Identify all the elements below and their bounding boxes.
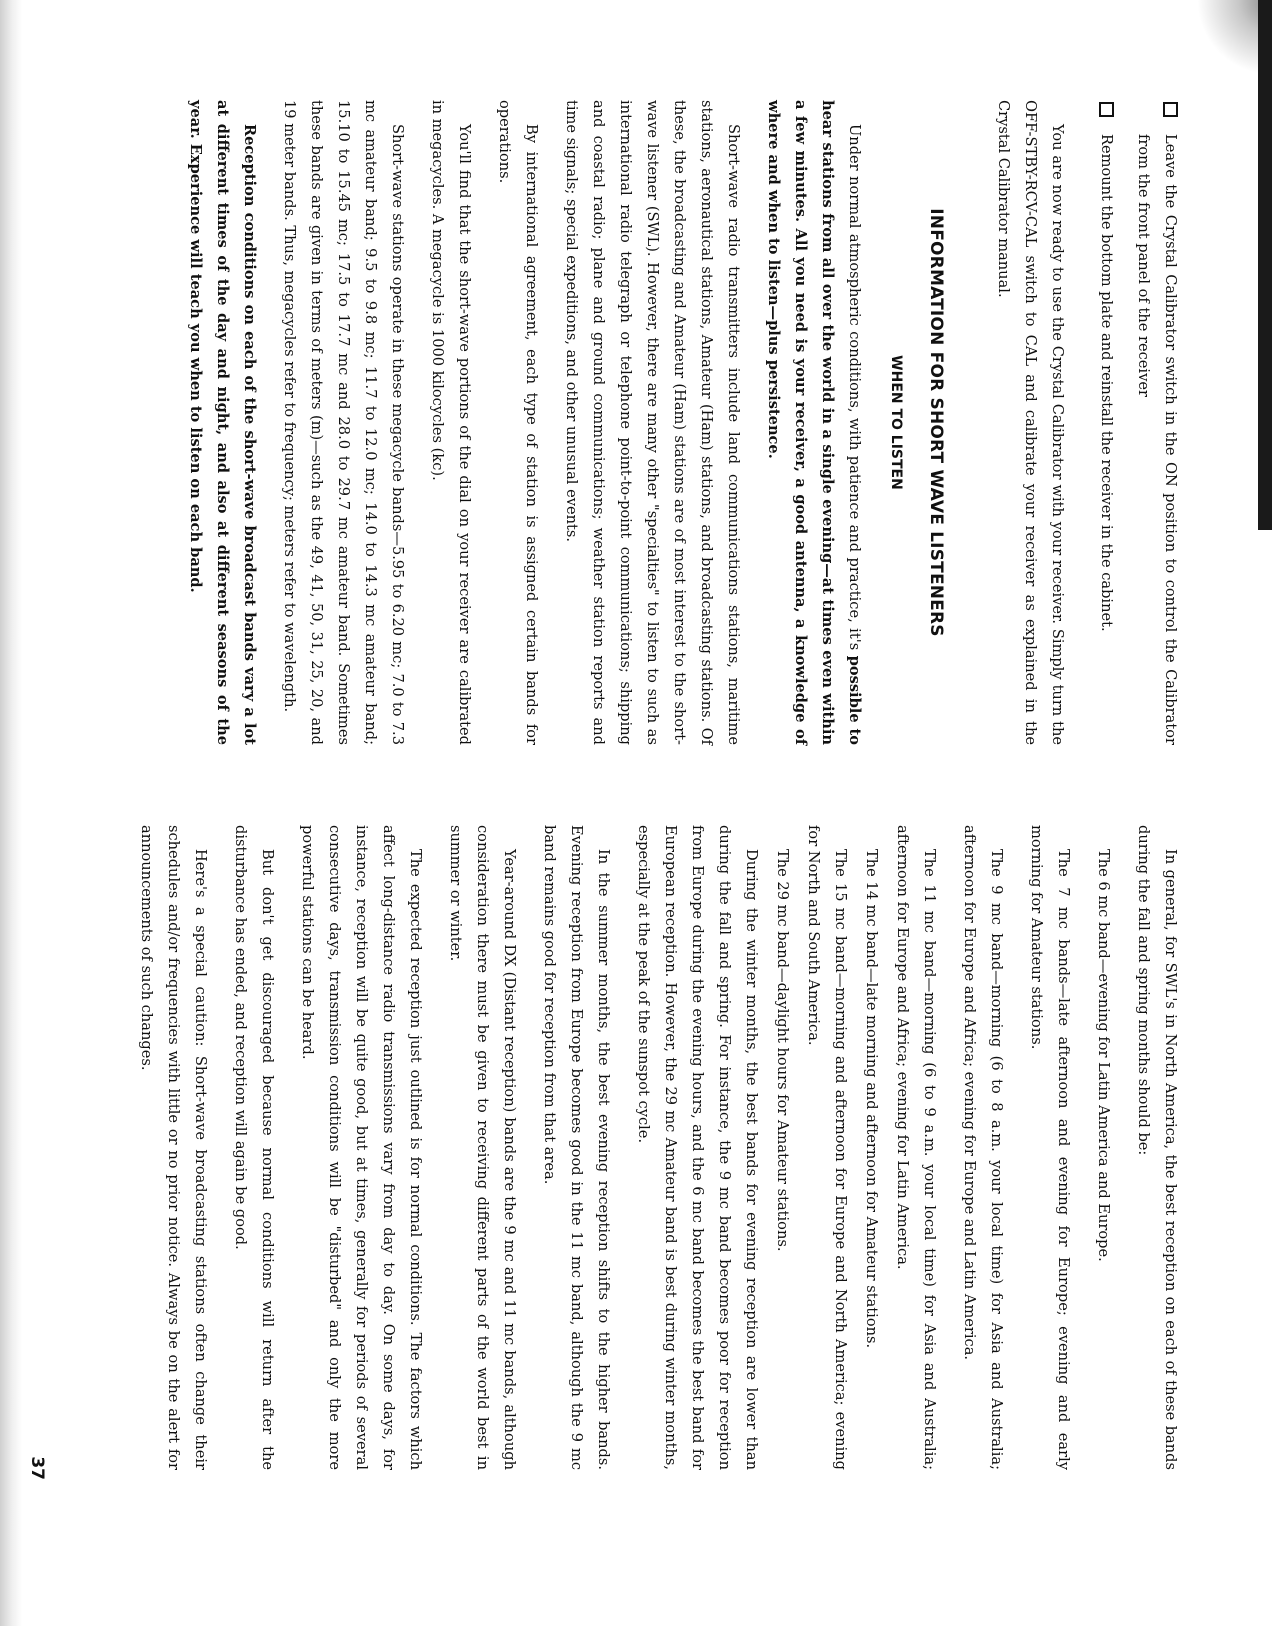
expected-paragraph: The expected reception just outlined is for normal conditions. The factors which affect long-distance radio transmissions vary from day to day. On some days, for instance, reception will be quite good, but at times, generally for periods of several consecutive days, transmission conditions will be "disturbed" and only the more powerful stations can be heard.: [299, 825, 424, 1470]
dial-paragraph: You'll find that the short-wave portions of the dial on your receiver are calibrated in megacycles. A megacycle is 1000 kilocycles (kc).: [429, 100, 473, 745]
dx-paragraph: Year-around DX (Distant reception) bands are the 9 mc and 11 mc bands, although consideration there must be given to receiving different parts of the world best in summer or winter.: [447, 825, 518, 1470]
checklist-text: Remount the bottom plate and reinstall the receiver in the cabinet.: [1098, 134, 1115, 632]
ready-paragraph: You are now ready to use the Crystal Calibrator with your receiver. Simply turn the OFF-STBY-RCV-CAL switch to CAL and calibrate your receiver as explained in the Crystal Calibrator manual.: [995, 100, 1066, 745]
intro-text: Under normal atmospheric conditions, with patience and practice, it's: [846, 124, 863, 656]
page-number: 37: [27, 1456, 47, 1480]
agreement-paragraph: By international agreement, each type of station is assigned certain bands for operations.: [496, 100, 540, 745]
summer-paragraph: In the summer months, the best evening reception shifts to the higher bands. Evening reception from Europe becomes good in the 11 mc band, although the 9 mc band remains good for reception from that area.: [541, 825, 612, 1470]
checkbox-icon[interactable]: [1099, 102, 1114, 117]
checklist-item: [1093, 100, 1120, 745]
band-29-paragraph: The 29 mc band—daylight hours for Amateur stations.: [774, 849, 791, 1252]
checklist-text: Leave the Crystal Calibrator switch in the ON position to control the Calibrator from the front panel of the receiver: [1135, 134, 1179, 745]
checklist-item: [1130, 100, 1184, 745]
band-11-paragraph: The 11 mc band—morning (6 to 9 a.m. your local time) for Asia and Australia; afternoon for Europe and Africa; evening for Latin America.: [894, 825, 938, 1470]
discouraged-paragraph: But don't get discouraged because normal conditions will return after the disturbance has ended, and reception will again be good.: [232, 825, 276, 1470]
bands-paragraph: Short-wave stations operate in these megacycle bands—5.95 to 6.20 mc; 7.0 to 7.3 mc amateur band; 9.5 to 9.8 mc; 11.7 to 12.0 mc; 14.0 to 14.3 mc amateur band; 15.10 to 15.45 mc; 17.5 to 17.7 mc and 28.0 to 29.7 mc amateur band. Sometimes these bands are given in terms of meters (m)—such as the 49, 41, 50, 31, 25, 20, and 19 meter bands. Thus, megacycles refer to frequency; meters refer to wavelength.: [281, 100, 406, 745]
checkbox-icon[interactable]: [1163, 102, 1178, 117]
band-15-paragraph: The 15 mc band—morning and afternoon for Europe and North America; evening for North and South America.: [805, 825, 849, 1470]
caution-paragraph: Here's a special caution: Short-wave broadcasting stations often change their schedules and/or frequencies with little or no prior notice. Always be on the alert for announcements of such changes.: [138, 825, 209, 1470]
band-14-paragraph: The 14 mc band—late morning and afternoon for Amateur stations.: [863, 849, 880, 1349]
intro-bold-text: possible to hear stations from all over the world in a single evening—at times even within a few minutes. All you need is your receiver, a good antenna, a knowledge of where and when to listen—plus persistence.: [765, 100, 863, 745]
band-6-paragraph: The 6 mc band—evening for Latin America and Europe.: [1095, 849, 1112, 1262]
transmitters-paragraph: Short-wave radio transmitters include land communications stations, maritime stations, aeronautical stations, Amateur (Ham) stations, and broadcasting stations. Of these, the broadcasting and Amateur (Ham) stations are of most interest to the short-wave listener (SWL). However, there are many other "specialties" to listen to such as international radio telegraph or telephone point-to-point communications; shipping and coastal radio; plane and ground communications; weather station reports and time signals; special expeditions, and other unusual events.: [563, 100, 742, 745]
right-column: [120, 825, 1184, 1470]
band-7-paragraph: The 7 mc bands—late afternoon and evening for Europe; evening and early morning for Amateur stations.: [1028, 825, 1072, 1470]
left-column: [169, 100, 1184, 745]
section-subheading: WHEN TO LISTEN: [888, 355, 904, 490]
general-paragraph: In general, for SWL's in North America, the best reception on each of these bands during the fall and spring months should be:: [1135, 825, 1179, 1470]
section-heading: INFORMATION FOR SHORT WAVE LISTENERS: [926, 208, 946, 637]
winter-paragraph: During the winter months, the best bands for evening reception are lower than during the fall and spring. For instance, the 9 mc band becomes poor for reception from Europe during the evening hours, and the 6 mc band becomes the best band for European reception. However, the 29 mc Amateur band is best during winter months, especially at the peak of the sunspot cycle.: [635, 825, 760, 1470]
conditions-paragraph: Reception conditions on each of the short-wave broadcast bands vary a lot at different times of the day and night, and also at different seasons of the year. Experience will teach you when to listen on each band.: [187, 100, 258, 745]
band-9-paragraph: The 9 mc band—morning (6 to 8 a.m. your local time) for Asia and Australia; afternoon for Europe and Africa; evening for Europe and Latin America.: [961, 825, 1005, 1470]
intro-paragraph: [760, 100, 868, 745]
